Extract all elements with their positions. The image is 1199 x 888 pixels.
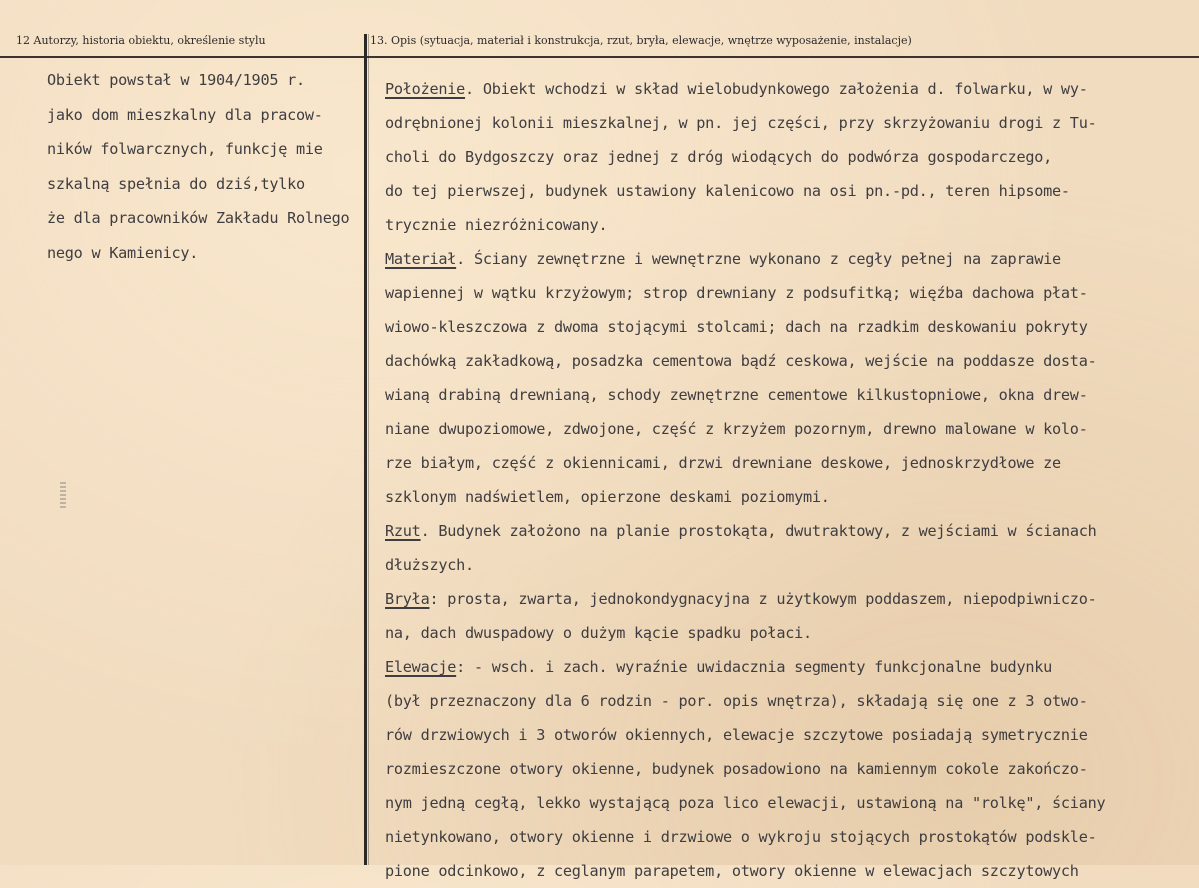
header-divider <box>0 56 1199 58</box>
section-label: Rzut <box>385 522 421 540</box>
description-line <box>385 718 1199 752</box>
line-text: dłuższych. <box>385 556 474 574</box>
column-divider-shadow <box>368 34 369 865</box>
description-line <box>385 548 1199 582</box>
section-label: Materiał <box>385 250 457 268</box>
description-line <box>385 854 1199 888</box>
line-text: odrębnionej kolonii mieszkalnej, w pn. jej części, przy skrzyżowaniu drogi z Tu- <box>385 114 1097 132</box>
history-line: ników folwarcznych, funkcję mie <box>47 140 323 158</box>
line-text: wianą drabiną drewnianą, schody zewnętrzne cementowe kilkustopniowe, okna drew- <box>385 386 1088 404</box>
description-line <box>385 72 1199 106</box>
description-line <box>385 106 1199 140</box>
description-line <box>385 140 1199 174</box>
line-text: do tej pierwszej, budynek ustawiony kalenicowo na osi pn.-pd., teren hipsome- <box>385 182 1070 200</box>
line-text: wapiennej w wątku krzyżowym; strop drewniany z podsufitką; więźba dachowa płat- <box>385 284 1088 302</box>
section-label: Bryła <box>385 590 430 608</box>
line-text: szklonym nadświetlem, opierzone deskami poziomymi. <box>385 488 830 506</box>
section-label: Elewacje <box>385 658 457 676</box>
line-text: : prosta, zwarta, jednokondygnacyjna z użytkowym poddaszem, niepodpiwniczo- <box>429 590 1097 608</box>
description-line <box>385 208 1199 242</box>
history-line: nego w Kamienicy. <box>47 243 199 262</box>
description-line <box>385 242 1199 276</box>
line-text: (był przeznaczony dla 6 rodzin - por. opis wnętrza), składają się one z 3 otwo- <box>385 692 1088 710</box>
description-line <box>385 752 1199 786</box>
section-12-header: 12 Autorzy, historia obiektu, określenie stylu <box>16 34 266 47</box>
line-text: choli do Bydgoszczy oraz jednej z dróg wiodących do podwórza gospodarczego, <box>385 148 1053 166</box>
description-line <box>385 582 1199 616</box>
line-text: na, dach dwuspadowy o dużym kącie spadku połaci. <box>385 624 812 642</box>
history-line: Obiekt powstał w 1904/1905 r. <box>47 71 305 89</box>
line-text: pione odcinkowo, z ceglanym parapetem, otwory okienne w elewacjach szczytowych <box>385 862 1079 880</box>
description-line <box>385 446 1199 480</box>
description-line <box>385 786 1199 820</box>
description-text <box>385 72 1199 888</box>
line-text: wiowo-kleszczowa z dwoma stojącymi stolcami; dach na rzadkim deskowaniu pokryty <box>385 318 1088 336</box>
description-line <box>385 650 1199 684</box>
description-line <box>385 174 1199 208</box>
section-label: Położenie <box>385 80 466 98</box>
history-line: szkalną spełnia do dziś,tylko <box>47 174 305 193</box>
description-line <box>385 820 1199 854</box>
line-text: rozmieszczone otwory okienne, budynek posadowiono na kamiennym cokole zakończo- <box>385 760 1088 778</box>
description-line <box>385 480 1199 514</box>
line-text: : - wsch. i zach. wyraźnie uwidacznia segmenty funkcjonalne budynku <box>456 658 1053 676</box>
history-line: że dla pracowników Zakładu Rolnego <box>47 209 350 227</box>
section-13-header: 13. Opis (sytuacja, materiał i konstrukcja, rzut, bryła, elewacje, wnętrze wyposażenie, instalacje) <box>370 34 912 47</box>
description-line <box>385 310 1199 344</box>
description-line <box>385 684 1199 718</box>
history-line: jako dom mieszkalny dla pracow- <box>47 105 323 124</box>
line-text: rze białym, część z okiennicami, drzwi drewniane deskowe, jednoskrzydłowe ze <box>385 454 1061 472</box>
history-text <box>47 63 365 270</box>
description-line <box>385 276 1199 310</box>
line-text: trycznie niezróżnicowany. <box>385 216 608 234</box>
line-text: . Ściany zewnętrzne i wewnętrzne wykonano z cegły pełnej na zaprawie <box>456 250 1061 268</box>
paper-mark <box>60 482 66 508</box>
line-text: dachówką zakładkową, posadzka cementowa bądź ceskowa, wejście na poddasze dosta- <box>385 352 1097 370</box>
description-line <box>385 378 1199 412</box>
line-text: . Budynek założono na planie prostokąta, dwutraktowy, z wejściami w ścianach <box>420 522 1097 540</box>
line-text: niane dwupoziomowe, zdwojone, część z krzyżem pozornym, drewno malowane w kolo- <box>385 420 1088 438</box>
line-text: nym jedną cegłą, lekko wystającą poza lico elewacji, ustawioną na "rolkę", ściany <box>385 794 1106 812</box>
description-line <box>385 412 1199 446</box>
line-text: nietynkowano, otwory okienne i drzwiowe o wykroju stojących prostokątów podskle- <box>385 828 1097 846</box>
description-line <box>385 344 1199 378</box>
line-text: . Obiekt wchodzi w skład wielobudynkowego założenia d. folwarku, w wy- <box>465 80 1088 98</box>
line-text: rów drzwiowych i 3 otworów okiennych, elewacje szczytowe posiadają symetrycznie <box>385 726 1088 744</box>
description-line <box>385 514 1199 548</box>
description-line <box>385 616 1199 650</box>
